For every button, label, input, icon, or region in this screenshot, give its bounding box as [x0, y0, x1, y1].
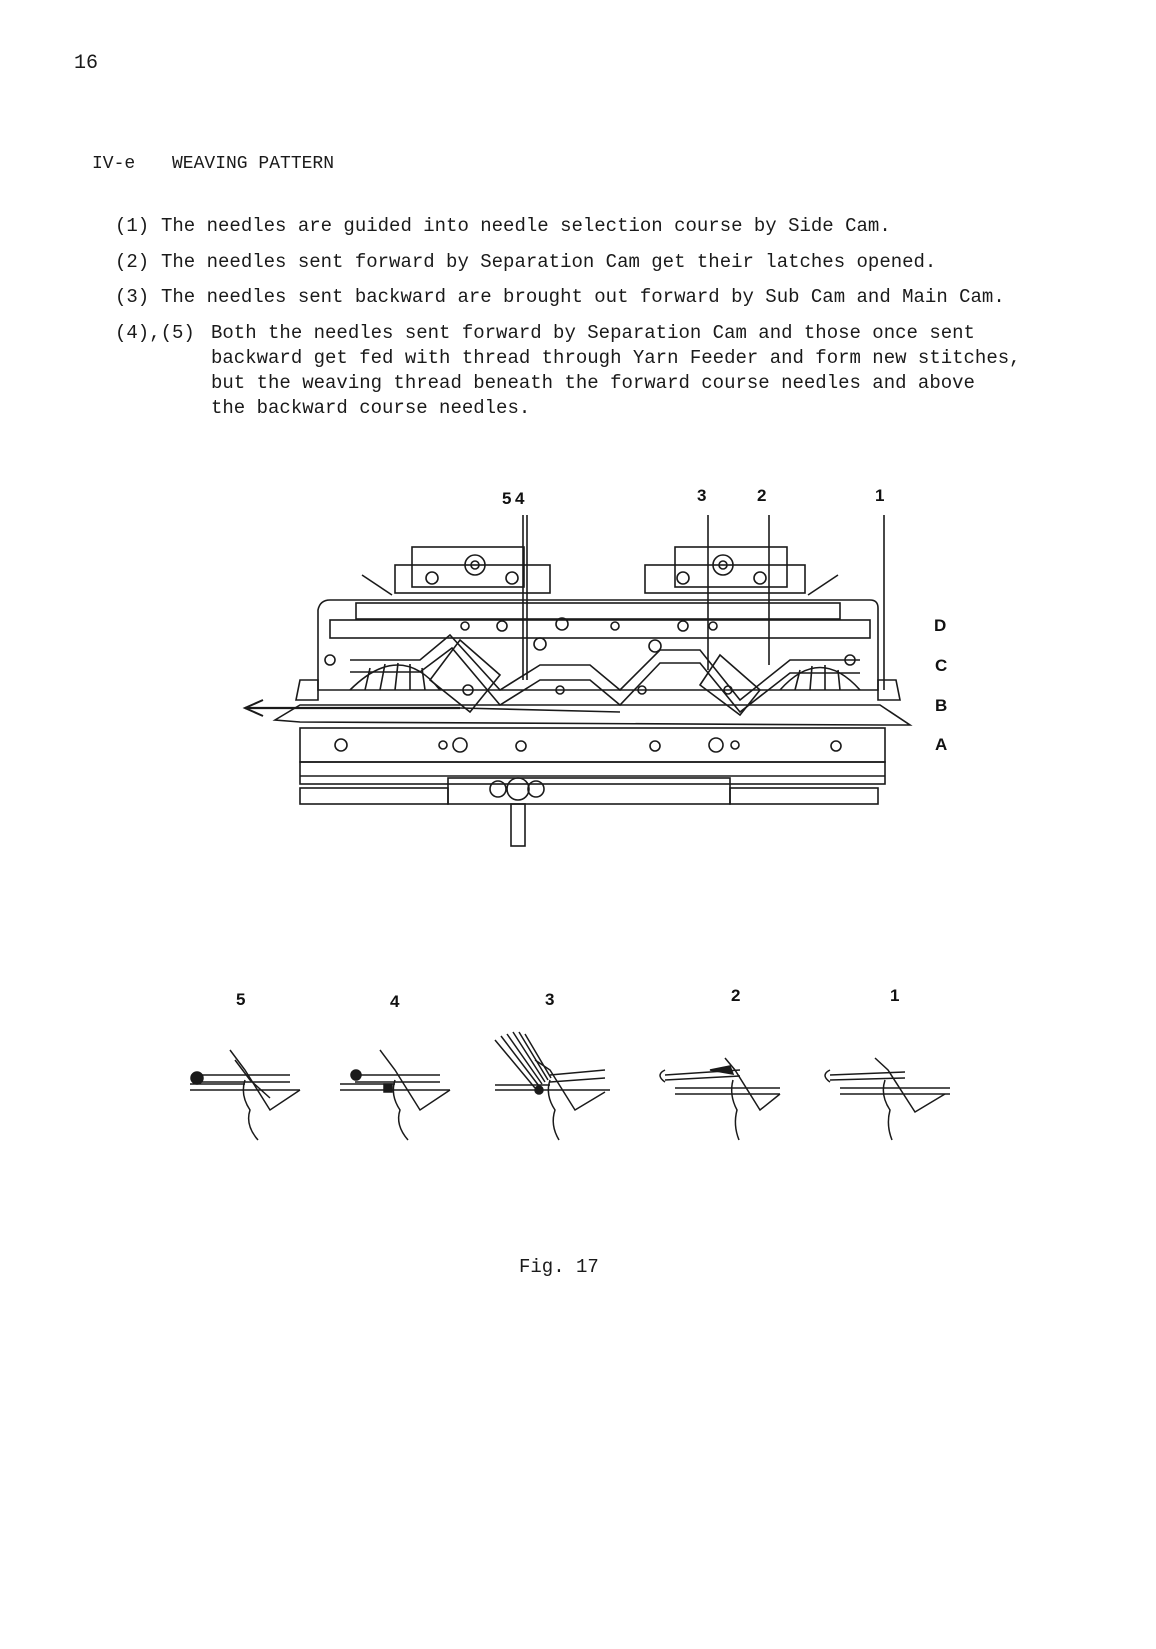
stage-label: 5 — [236, 990, 246, 1009]
step-number: (4),(5) — [115, 322, 195, 344]
step-text-line: the backward course needles. — [211, 397, 531, 419]
page-number: 16 — [74, 52, 99, 75]
stage-label: 4 — [390, 992, 400, 1011]
figure-caption: Fig. 17 — [519, 1256, 599, 1278]
section-title: WEAVING PATTERN — [172, 154, 335, 174]
section-code: IV-e — [92, 154, 136, 174]
step-number: (2) — [115, 251, 150, 273]
stage-label: 2 — [731, 986, 741, 1005]
step-text-line: but the weaving thread beneath the forward course needles and above — [211, 372, 975, 394]
stage-label: 3 — [545, 990, 555, 1009]
side-label: B — [935, 696, 948, 715]
step-text-line: The needles sent forward by Separation Cam get their latches opened. — [161, 251, 937, 273]
step-text-line: The needles are guided into needle selection course by Side Cam. — [161, 215, 891, 237]
side-label: A — [935, 735, 948, 754]
side-label: D — [934, 616, 947, 635]
step-number: (3) — [115, 286, 150, 308]
side-label: C — [935, 656, 948, 675]
callout-label: 1 — [875, 486, 885, 505]
callout-label: 2 — [757, 486, 767, 505]
callout-label: 4 — [515, 489, 525, 508]
step-text-line: The needles sent backward are brought out forward by Sub Cam and Main Cam. — [161, 286, 1005, 308]
callout-label: 3 — [697, 486, 707, 505]
step-text-line: Both the needles sent forward by Separation Cam and those once sent — [211, 322, 975, 344]
callout-label: 5 — [502, 489, 512, 508]
step-number: (1) — [115, 215, 150, 237]
step-text-line: backward get fed with thread through Yarn Feeder and form new stitches, — [211, 347, 1021, 369]
stage-label: 1 — [890, 986, 900, 1005]
